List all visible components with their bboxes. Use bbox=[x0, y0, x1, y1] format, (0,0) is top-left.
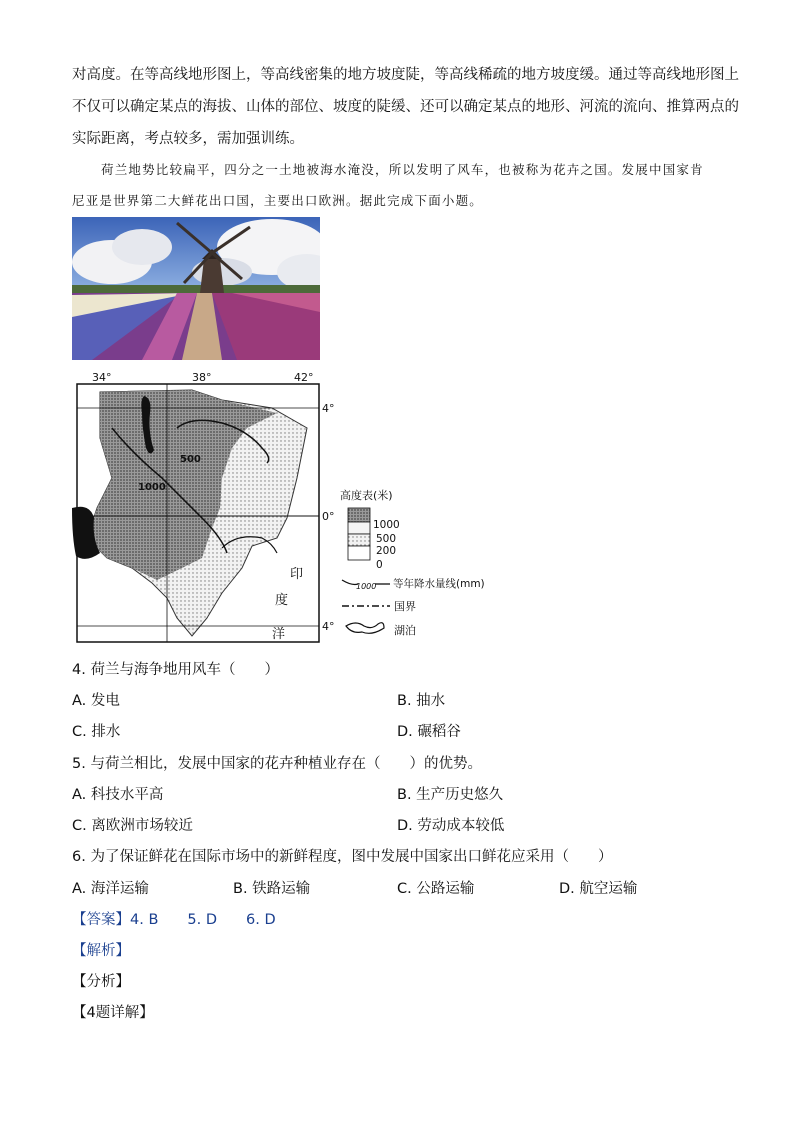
intro-line-3: 实际距离，考点较多，需加强训练。 bbox=[72, 131, 304, 147]
legend-level-0: 0 bbox=[376, 559, 383, 571]
q4-option-c: C. 排水 bbox=[72, 724, 121, 740]
q6-option-b: B. 铁路运输 bbox=[233, 881, 311, 897]
legend-level-1000: 1000 bbox=[373, 519, 400, 531]
lon-label-42: 42° bbox=[294, 371, 314, 384]
q5-option-c: C. 离欧洲市场较近 bbox=[72, 818, 193, 834]
kenya-map bbox=[72, 368, 502, 648]
answer-line: 【答案】4. B 5. D 6. D bbox=[72, 912, 276, 928]
intro-line-1: 对高度。在等高线地形图上，等高线密集的地方坡度陡，等高线稀疏的地方坡度缓。通过等高线地形图上 bbox=[72, 67, 739, 83]
legend-isohyet-value: 1000 bbox=[356, 582, 377, 591]
q5-option-b: B. 生产历史悠久 bbox=[397, 787, 504, 803]
q4-option-a: A. 发电 bbox=[72, 693, 120, 709]
legend-level-200: 200 bbox=[376, 545, 397, 557]
legend-border-label: 国界 bbox=[394, 600, 416, 613]
detail-heading: 【4题详解】 bbox=[72, 1005, 154, 1021]
fenxi-heading: 【分析】 bbox=[72, 974, 130, 990]
ocean-label-du: 度 bbox=[275, 593, 289, 608]
lat-label-equator: 0° bbox=[322, 510, 335, 523]
intro-line-2: 不仅可以确定某点的海拔、山体的部位、坡度的陡缓、还可以确定某点的地形、河流的流向、推算两点的 bbox=[72, 99, 739, 115]
analysis-heading: 【解析】 bbox=[72, 943, 130, 959]
question-5-stem: 5. 与荷兰相比，发展中国家的花卉种植业存在（ ）的优势。 bbox=[72, 756, 482, 772]
q4-option-d: D. 碾稻谷 bbox=[397, 724, 461, 740]
q6-option-d: D. 航空运输 bbox=[559, 881, 638, 897]
contour-label-1000: 1000 bbox=[138, 482, 166, 493]
legend-level-500: 500 bbox=[376, 533, 397, 545]
question-6-stem: 6. 为了保证鲜花在国际市场中的新鲜程度，图中发展中国家出口鲜花应采用（ ） bbox=[72, 849, 613, 865]
q5-option-d: D. 劳动成本较低 bbox=[397, 818, 505, 834]
q4-option-b: B. 抽水 bbox=[397, 693, 446, 709]
passage-line-1: 荷兰地势比较扁平，四分之一土地被海水淹没，所以发明了风车，也被称为花卉之国。发展中国家肯 bbox=[101, 162, 704, 177]
q6-option-a: A. 海洋运输 bbox=[72, 881, 149, 897]
legend-title: 高度表(米) bbox=[340, 489, 393, 502]
contour-label-500: 500 bbox=[180, 454, 201, 465]
ocean-label-yin: 印 bbox=[290, 567, 304, 582]
lat-label-south: 4° bbox=[322, 620, 335, 633]
lon-label-34: 34° bbox=[92, 371, 112, 384]
passage-line-2: 尼亚是世界第二大鲜花出口国，主要出口欧洲。据此完成下面小题。 bbox=[72, 193, 484, 208]
q5-option-a: A. 科技水平高 bbox=[72, 787, 164, 803]
ocean-label-yang: 洋 bbox=[272, 627, 286, 642]
windmill-tulip-photo bbox=[72, 217, 320, 360]
question-4-stem: 4. 荷兰与海争地用风车（ ） bbox=[72, 662, 279, 678]
lon-label-38: 38° bbox=[192, 371, 212, 384]
lat-label-north: 4° bbox=[322, 402, 335, 415]
q6-option-c: C. 公路运输 bbox=[397, 881, 475, 897]
legend-isohyet-label: 等年降水量线(mm) bbox=[393, 578, 485, 590]
legend-lake-label: 湖泊 bbox=[394, 624, 416, 637]
